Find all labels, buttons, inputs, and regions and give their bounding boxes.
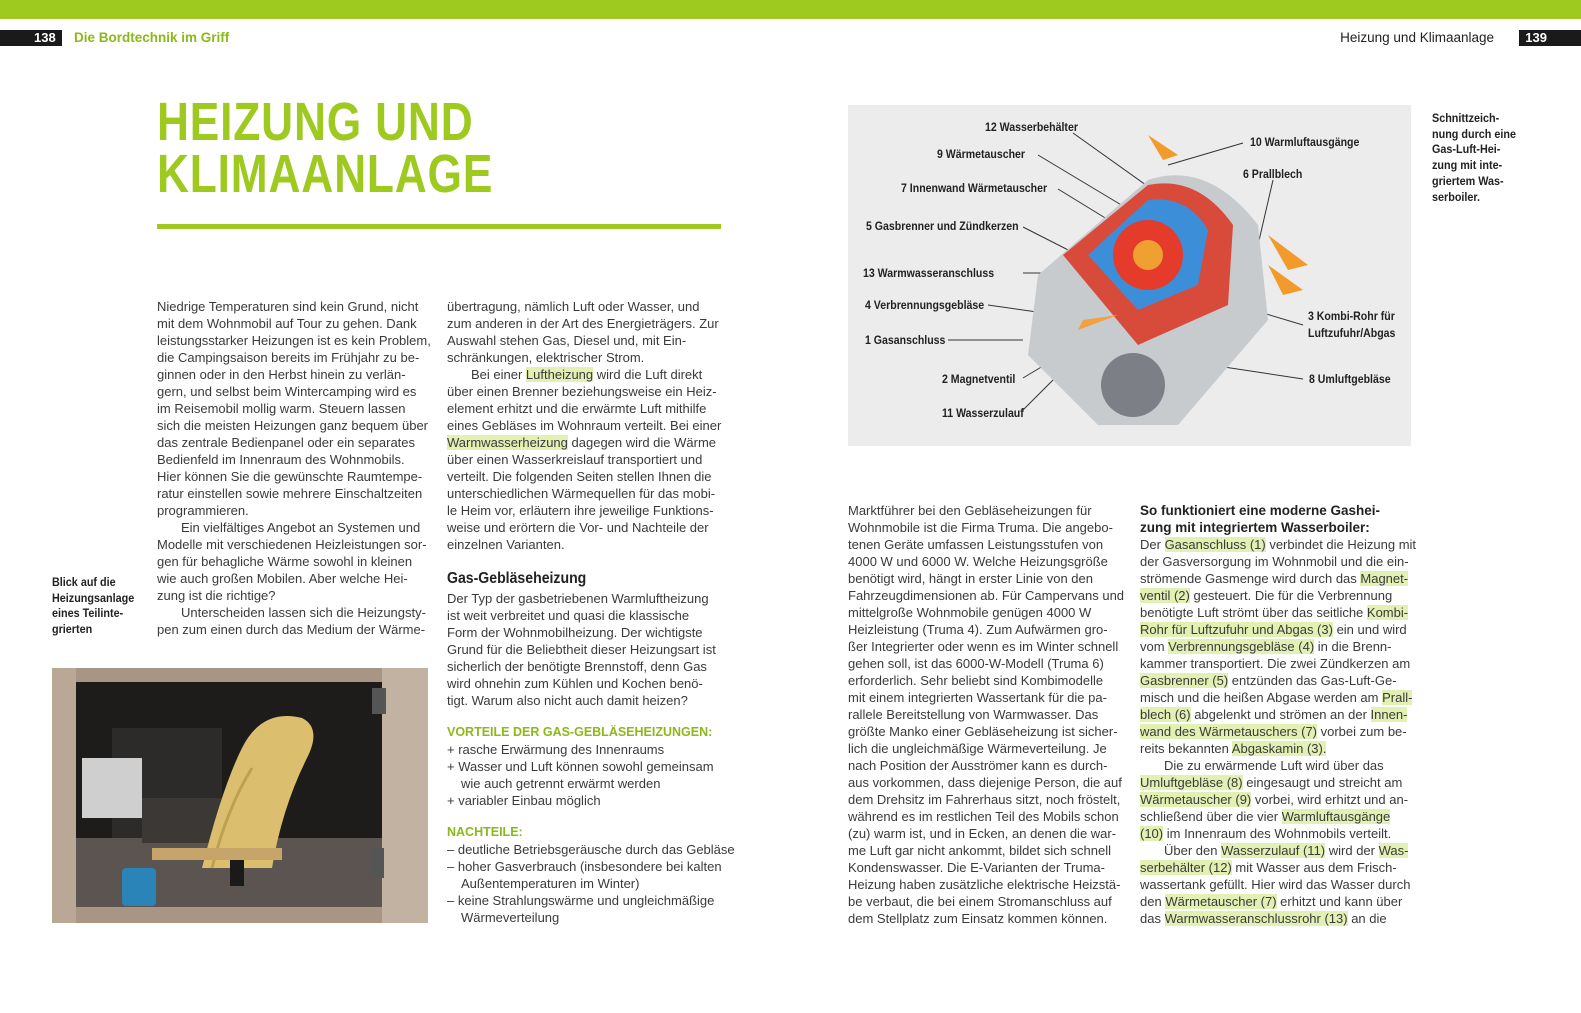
diagram-label: 12 Wasserbehälter [985, 120, 1078, 134]
text-line: programmieren. [157, 503, 249, 518]
highlighted-term: blech (6) [1140, 707, 1191, 722]
text-line: Fahrzeugdimensionen ab. Für Campervans und [848, 588, 1125, 603]
text-segment: verbindet die Heizung mit [1265, 537, 1417, 552]
highlighted-term: Wärmetauscher (7) [1165, 894, 1277, 909]
text-column-4 [1140, 502, 1430, 927]
text-segment: schließend über die vier [1140, 809, 1282, 824]
highlighted-term: Innen- [1370, 707, 1408, 722]
left-running-head: Die Bordtechnik im Griff [74, 30, 230, 45]
diagram-label: 6 Prallblech [1243, 167, 1303, 181]
text-segment: wird der [1325, 843, 1379, 858]
text-line [1140, 621, 1430, 638]
text-line: gern, und selbst beim Wintercamping wird es [157, 384, 417, 399]
text-line: + Wasser und Luft können sowohl gemeinsam [447, 759, 714, 774]
highlighted-term: Warmluftausgänge [1281, 809, 1391, 824]
highlighted-term: Umluftgebläse (8) [1140, 775, 1243, 790]
text-segment: misch und die heißen Abgase werden am [1140, 690, 1383, 705]
text-segment: vom [1140, 639, 1169, 654]
text-line: mit einem integrierten Wassertank für die pa- [848, 690, 1107, 705]
caption-line: serboiler. [1432, 189, 1481, 204]
diagram-label: 13 Warmwasseranschluss [863, 266, 995, 280]
text-line: tigt. Warum also nicht auch damit heizen? [447, 693, 688, 708]
text-segment: Über den [1164, 843, 1222, 858]
text-line: über einen Wasserkreislauf transportiert und [447, 452, 703, 467]
highlighted-term: Rohr für Luftzufuhr und Abgas (3) [1140, 622, 1333, 637]
text-line: element erhitzt und die erwärmte Luft mithilfe [447, 401, 707, 416]
text-line [1140, 740, 1430, 757]
text-line: Wärmeverteilung [461, 910, 560, 925]
text-line: zung ist die richtige? [157, 588, 276, 603]
text-line: kammer transportiert. Die zwei Zündkerzen am [1140, 656, 1411, 671]
highlighted-term: ventil (2) [1140, 588, 1190, 603]
text-line: rallele Bereitstellung von Warmwasser. Das [848, 707, 1099, 722]
text-line [1140, 774, 1430, 791]
list-heading: VORTEILE DER GAS-GEBLÄSEHEIZUNGEN: [447, 725, 713, 739]
diagram-label: 2 Magnetventil [942, 372, 1016, 386]
caption-line: Heizungsanlage [52, 590, 135, 605]
text-line [1140, 842, 1430, 859]
text-line [1140, 672, 1430, 689]
text-line: Der Typ der gasbetriebenen Warmluftheizung [447, 591, 709, 606]
chapter-title [157, 92, 494, 204]
text-segment: strömende Gasmenge wird durch das [1140, 571, 1361, 586]
text-line: Niedrige Temperaturen sind kein Grund, nicht [157, 299, 419, 314]
diagram-label: 8 Umluftgebläse [1309, 372, 1391, 386]
text-line [1140, 910, 1430, 927]
text-line: das zentrale Bedienpanel oder ein separates [157, 435, 416, 450]
caption-line: eines Teilinte- [52, 606, 124, 621]
text-column-2 [447, 298, 737, 926]
text-line: mit dem Wohnmobil auf Tour zu gehen. Dank [157, 316, 417, 331]
diagram-label: 4 Verbrennungsgebläse [865, 298, 985, 312]
text-line: 4000 W und 6000 W. Welche Heizungsgröße [848, 554, 1108, 569]
text-line [1140, 587, 1430, 604]
text-line: dem Stellplatz zum Einsatz kommen können. [848, 911, 1108, 926]
text-line: (zu) warm ist, und in Ecken, an denen die war- [848, 826, 1117, 841]
title-line: HEIZUNG UND [157, 92, 474, 152]
text-line: wassertank gefüllt. Hier wird das Wasser durch [1140, 877, 1411, 892]
text-line [447, 553, 737, 568]
photo-caption [52, 575, 134, 638]
text-line: zum anderen in der Art des Energieträgers. Zur [447, 316, 719, 331]
caption-line: zung mit inte- [1432, 158, 1503, 173]
text-line [1140, 638, 1430, 655]
text-segment: dagegen wird die Wärme [567, 435, 717, 450]
text-column-3 [848, 502, 1138, 927]
highlighted-term: Warmwasserheizung [447, 435, 568, 450]
text-line: größte Manko einer Gebläseheizung ist sicher- [848, 724, 1118, 739]
text-line [447, 809, 737, 824]
text-line: Marktführer bei den Gebläseheizungen für [848, 503, 1092, 518]
text-line: über einen Brenner beziehungsweise ein Heiz- [447, 384, 717, 399]
highlighted-term: serbehälter (12) [1140, 860, 1232, 875]
text-line: unterschiedlichen Wärmequellen für das mobi- [447, 486, 716, 501]
text-segment: wird die Luft direkt [593, 367, 703, 382]
text-line: le Heim vor, erläutern ihre jeweilige Funktions- [447, 503, 714, 518]
text-line [1140, 791, 1430, 808]
text-line: Wohnmobile ist die Firma Truma. Die angebo- [848, 520, 1113, 535]
text-line: schränkungen, elektrischer Strom. [447, 350, 645, 365]
text-line: Bedienfeld im Innenraum des Wohnmobils. [157, 452, 405, 467]
text-line: leistungsstarker Heizungen ist es kein Problem, [157, 333, 431, 348]
highlighted-term: Verbrennungsgebläse (4) [1168, 639, 1315, 654]
text-line [1140, 825, 1430, 842]
text-segment: das [1140, 911, 1165, 926]
text-line: aus vorkommen, dass diejenige Person, die auf [848, 775, 1122, 790]
text-segment: mit Wasser aus dem Frisch- [1231, 860, 1397, 875]
right-page-number: 139 [1519, 30, 1581, 46]
caption-line: Blick auf die [52, 575, 116, 589]
text-line: So funktioniert eine moderne Gashei- [1140, 503, 1381, 518]
highlighted-term: Luftheizung [525, 367, 594, 382]
text-line [1140, 536, 1430, 553]
caption-line: griertem Was- [1432, 173, 1504, 188]
diagram-label: 3 Kombi-Rohr für [1308, 309, 1395, 323]
diagram-caption [1432, 111, 1516, 205]
text-line: wie auch getrennt erwärmt werden [461, 776, 661, 791]
text-line: zung mit integriertem Wasserboiler: [1140, 520, 1370, 535]
highlighted-term: wand des Wärmetauschers (7) [1140, 724, 1318, 739]
heating-installation-photo [52, 668, 428, 923]
text-line: Heizleistung (Truma 4). Zum Aufwärmen gro- [848, 622, 1108, 637]
text-segment: benötigte Luft strömt über das seitliche [1140, 605, 1367, 620]
text-line: übertragung, nämlich Luft oder Wasser, und [447, 299, 700, 314]
text-line: Modelle mit verschiedenen Heizleistungen sor- [157, 537, 427, 552]
text-line: + variabler Einbau möglich [447, 793, 601, 808]
text-segment: in die Brenn- [1314, 639, 1392, 654]
text-line: – hoher Gasverbrauch (insbesondere bei kalten [447, 859, 722, 874]
highlighted-term: Gasbrenner (5) [1140, 673, 1229, 688]
text-line: Ein vielfältiges Angebot an Systemen und [181, 520, 421, 535]
text-line: Heizung haben zusätzliche elektrische Heizstä- [848, 877, 1121, 892]
text-segment: vorbei, wird erhitzt und an- [1251, 792, 1409, 807]
text-line: Kondenswasser. Die E-Varianten der Truma- [848, 860, 1105, 875]
text-segment: im Innenraum des Wohnmobils verteilt. [1163, 826, 1392, 841]
text-column-1 [157, 298, 447, 638]
text-line: Hier können Sie die gewünschte Raumtempe- [157, 469, 423, 484]
text-line: eines Gebläses im Wohnraum verteilt. Bei einer [447, 418, 722, 433]
highlighted-term: Wärmetauscher (9) [1140, 792, 1252, 807]
text-line: gen für behagliche Wärme sowohl in kleinen [157, 554, 413, 569]
text-line: während es im restlichen Teil des Mobils schon [848, 809, 1119, 824]
text-segment: an die [1347, 911, 1387, 926]
text-segment: Bei einer [471, 367, 526, 382]
highlighted-term: Kombi- [1366, 605, 1409, 620]
text-line [1140, 570, 1430, 587]
text-line: ginnen oder in den Herbst hinein zu verlän- [157, 367, 406, 382]
text-line: der Gasversorgung im Wohnmobil und die ein- [1140, 554, 1409, 569]
text-line: ratur einstellen sowie mehrere Einschaltzeiten [157, 486, 423, 501]
text-segment: erhitzt und kann über [1276, 894, 1403, 909]
text-line: – deutliche Betriebsgeräusche durch das Gebläse [447, 842, 735, 857]
text-line [1140, 893, 1430, 910]
text-line: me Luft gar nicht ankommt, bildet sich schnell [848, 843, 1112, 858]
text-line: Form der Wohnmobilheizung. Der wichtigste [447, 625, 703, 640]
text-line [1140, 604, 1430, 621]
text-line: Grund für die Beliebtheit dieser Heizungsart ist [447, 642, 716, 657]
highlighted-term: Was- [1378, 843, 1409, 858]
text-line: benötigt wird, hängt in erster Linie von den [848, 571, 1093, 586]
text-line [1140, 689, 1430, 706]
text-line: – keine Strahlungswärme und ungleichmäßige [447, 893, 715, 908]
text-line: pen zum einen durch das Medium der Wärme- [157, 622, 426, 637]
text-line: Die zu erwärmende Luft wird über das [1164, 758, 1384, 773]
text-line: Unterscheiden lassen sich die Heizungsty- [181, 605, 426, 620]
text-line: ßer Integrierter oder wenn es im Winter schnell [848, 639, 1119, 654]
text-line: + rasche Erwärmung des Innenraums [447, 742, 665, 757]
text-line [1140, 808, 1430, 825]
text-line: erforderlich. Sehr beliebt sind Kombimodelle [848, 673, 1104, 688]
text-line: einzelnen Varianten. [447, 537, 565, 552]
text-segment: gesteuert. Die für die Verbrennung [1189, 588, 1393, 603]
text-line: mittelgroße Wohnmobile genügen 4000 W [848, 605, 1092, 620]
text-line: wird ohnehin zum Kühlen und Kochen benö- [447, 676, 703, 691]
diagram-label: 1 Gasanschluss [865, 333, 946, 347]
title-line: KLIMAANLAGE [157, 144, 494, 204]
text-segment: eingesaugt und streicht am [1242, 775, 1403, 790]
text-line: lich die ungleichmäßige Wärmeverteilung. Je [848, 741, 1107, 756]
text-line: sich die meisten Heizungen ganz bequem über [157, 418, 429, 433]
title-rule [157, 224, 721, 229]
top-color-bar [0, 0, 1581, 19]
list-heading: NACHTEILE: [447, 825, 523, 839]
diagram-label: 7 Innenwand Wärmetauscher [901, 181, 1048, 195]
diagram-label: Luftzufuhr/Abgas [1308, 326, 1396, 340]
text-line: sicherlich der benötigte Brennstoff, denn Gas [447, 659, 707, 674]
text-line [1140, 706, 1430, 723]
highlighted-term: Prall- [1382, 690, 1413, 705]
diagram-label: 9 Wärmetauscher [937, 147, 1026, 161]
text-line: wie auch großen Mobilen. Aber welche Hei- [157, 571, 408, 586]
highlighted-term: Abgaskamin (3). [1231, 741, 1327, 756]
text-line [1140, 859, 1430, 876]
highlighted-term: Wasserzulauf (11) [1221, 843, 1326, 858]
caption-line: grierten [52, 622, 93, 637]
text-line: tenen Geräte umfassen Leistungsstufen von [848, 537, 1104, 552]
text-line: weise und erörtern die Vor- und Nachteile der [447, 520, 709, 535]
heater-cross-section-diagram [848, 105, 1411, 446]
section-heading: Gas-Gebläseheizung [447, 570, 587, 587]
text-line: gehen soll, ist das 6000-W-Modell (Truma 6) [848, 656, 1104, 671]
text-segment: ein und wird [1332, 622, 1407, 637]
text-line: Außentemperaturen im Winter) [461, 876, 640, 891]
highlighted-term: Warmwasseranschlussrohr (13) [1164, 911, 1348, 926]
right-running-head: Heizung und Klimaanlage [1340, 30, 1494, 45]
diagram-label: 11 Wasserzulauf [942, 406, 1024, 420]
highlighted-term: (10) [1140, 826, 1164, 841]
text-segment: Der [1140, 537, 1165, 552]
text-line [1140, 723, 1430, 740]
caption-line: Schnittzeich- [1432, 111, 1500, 125]
left-page-number: 138 [0, 30, 62, 46]
text-line: die Campingsaison bereits im Frühjahr zu be- [157, 350, 420, 365]
diagram-label: 10 Warmluftausgänge [1250, 135, 1360, 149]
text-line [447, 434, 737, 451]
caption-line: nung durch eine [1432, 126, 1517, 141]
diagram-label: 5 Gasbrenner und Zündkerzen [866, 219, 1019, 233]
highlighted-term: Magnet- [1360, 571, 1409, 586]
text-line: nach Position der Ausströmer kann es durch- [848, 758, 1108, 773]
caption-line: Gas-Luft-Hei- [1432, 142, 1501, 157]
text-line: im Reisemobil mollig warm. Steuern lassen [157, 401, 406, 416]
text-line [447, 709, 737, 724]
text-line: ist weit verbreitet und quasi die klassische [447, 608, 690, 623]
text-segment: abgelenkt und strömen an der [1190, 707, 1371, 722]
text-line: verteilt. Die folgenden Seiten stellen Ihnen die [447, 469, 712, 484]
text-line: be verbaut, die bei einem Stromanschluss auf [848, 894, 1112, 909]
text-line: dem Drehsitz im Fahrerhaus sitzt, noch fröstelt, [848, 792, 1121, 807]
text-line: Auswahl stehen Gas, Diesel und, mit Ein- [447, 333, 687, 348]
text-line [447, 366, 737, 383]
text-segment: reits bekannten [1140, 741, 1232, 756]
text-segment: den [1140, 894, 1166, 909]
text-segment: vorbei zum be- [1317, 724, 1407, 739]
highlighted-term: Gasanschluss (1) [1164, 537, 1266, 552]
text-segment: entzünden das Gas-Luft-Ge- [1228, 673, 1397, 688]
